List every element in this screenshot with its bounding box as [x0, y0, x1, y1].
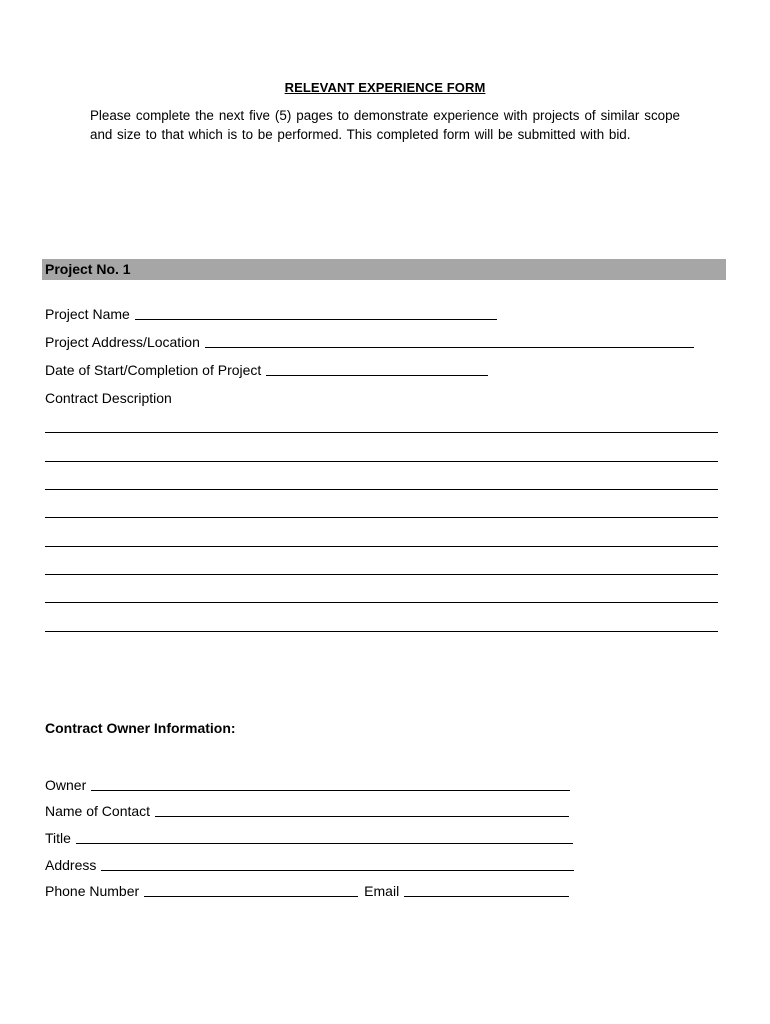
contract-description-line[interactable]	[45, 602, 718, 603]
phone-number-label: Phone Number	[45, 883, 140, 899]
project-section-header	[42, 259, 726, 280]
contact-title-field[interactable]	[76, 828, 573, 844]
owner-address-field[interactable]	[101, 855, 574, 871]
contract-description-line[interactable]	[45, 461, 718, 462]
project-name-label: Project Name	[45, 306, 130, 322]
project-address-label: Project Address/Location	[45, 334, 200, 350]
contract-description-label: Contract Description	[45, 390, 172, 406]
project-name-field[interactable]	[135, 304, 497, 320]
contract-description-line[interactable]	[45, 546, 718, 547]
email-field[interactable]	[404, 881, 569, 897]
contact-title-label: Title	[45, 830, 71, 846]
owner-section-title: Contract Owner Information:	[45, 720, 236, 736]
contract-description-line[interactable]	[45, 432, 718, 433]
owner-label: Owner	[45, 777, 87, 793]
form-title: RELEVANT EXPERIENCE FORM	[284, 80, 486, 95]
project-dates-row	[45, 360, 488, 380]
contact-title-row	[45, 828, 573, 848]
email-label: Email	[364, 883, 400, 899]
contract-description-line[interactable]	[45, 517, 718, 518]
contract-description-row	[45, 388, 172, 408]
contract-description-line[interactable]	[45, 631, 718, 632]
contact-name-row	[45, 801, 569, 821]
project-address-row	[45, 332, 694, 352]
phone-number-field[interactable]	[144, 881, 358, 897]
contract-description-line[interactable]	[45, 574, 718, 575]
owner-field[interactable]	[91, 775, 570, 791]
form-instructions: Please complete the next five (5) pages to demonstrate experience with projects of similar scope and size to that which is to be performed. This completed form will be submitted with bid.	[90, 108, 680, 142]
project-section-title: Project No. 1	[45, 261, 131, 277]
contract-description-line[interactable]	[45, 489, 718, 490]
owner-row	[45, 775, 570, 795]
project-name-row	[45, 304, 497, 324]
owner-address-label: Address	[45, 857, 97, 873]
owner-address-row	[45, 855, 574, 875]
contact-name-field[interactable]	[155, 801, 569, 817]
project-dates-label: Date of Start/Completion of Project	[45, 362, 262, 378]
phone-email-row	[45, 881, 569, 901]
contact-name-label: Name of Contact	[45, 803, 151, 819]
project-address-field[interactable]	[205, 332, 694, 348]
project-dates-field[interactable]	[266, 360, 488, 376]
